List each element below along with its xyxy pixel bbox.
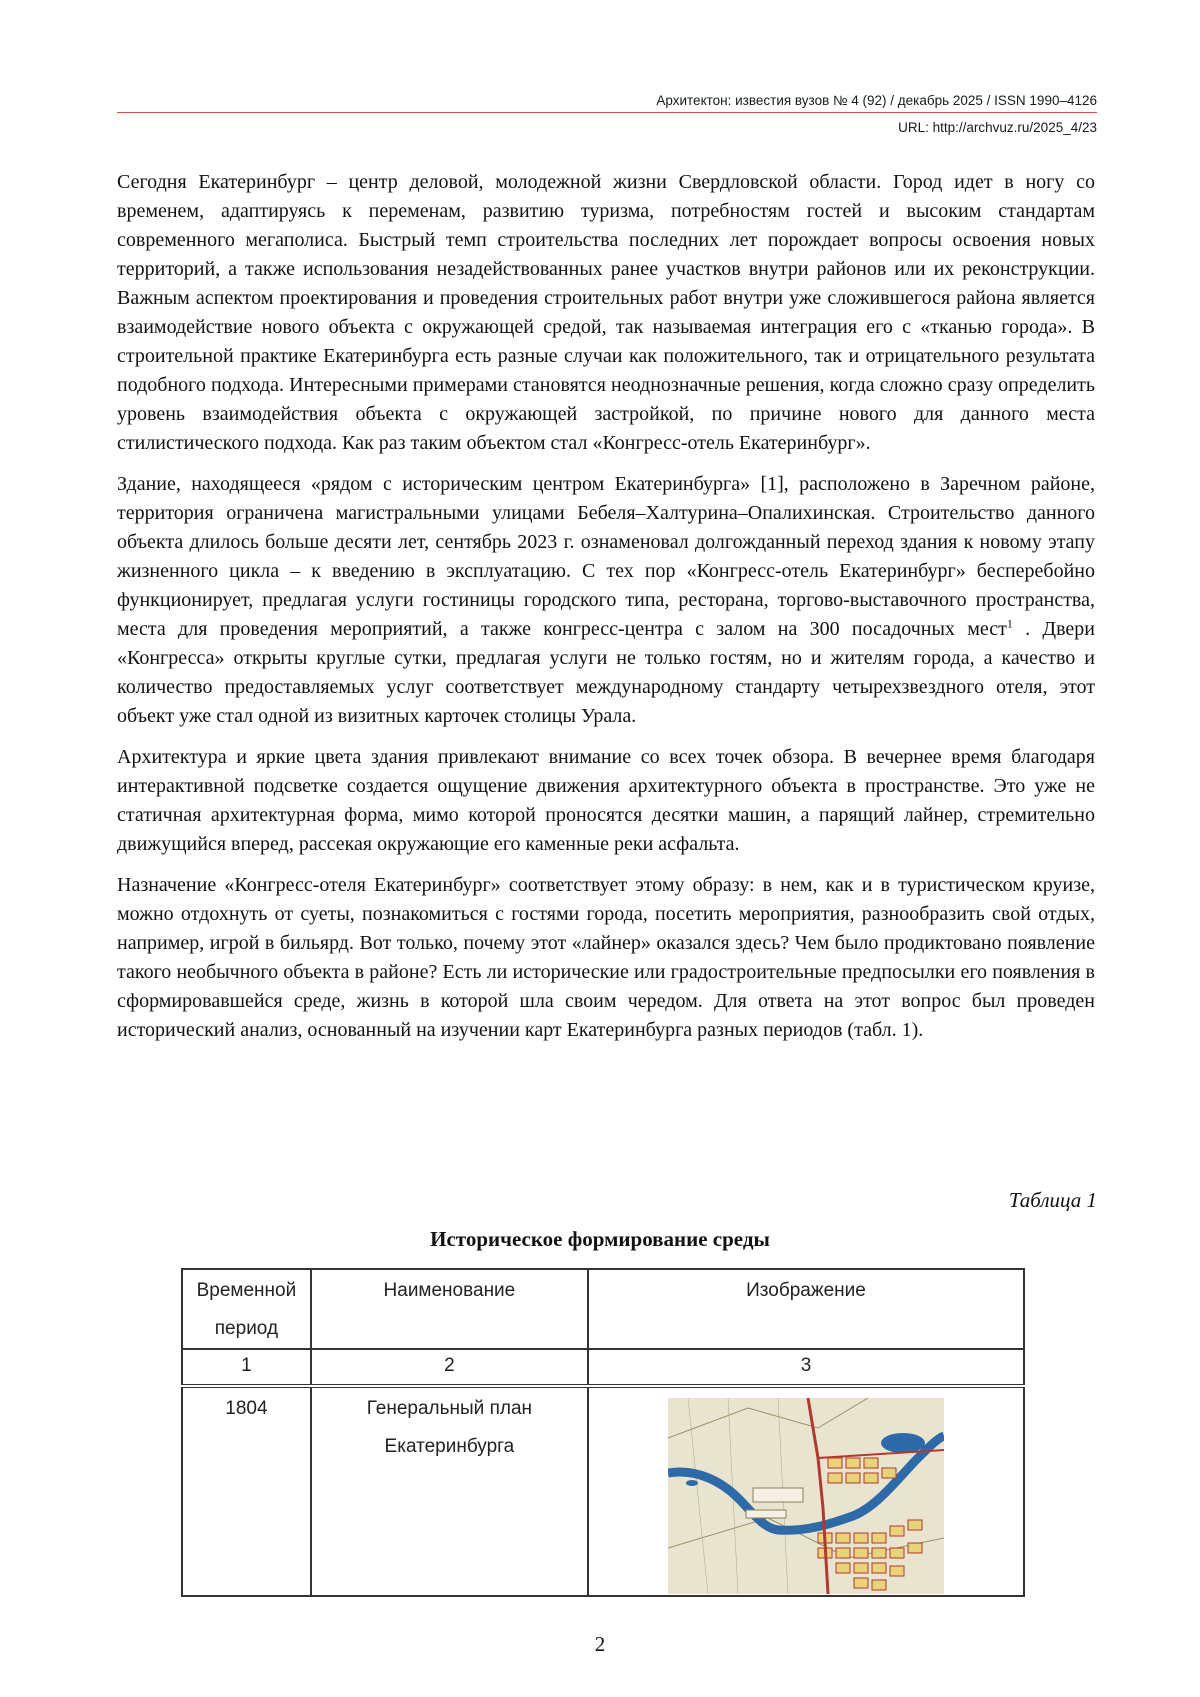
column-number-2: 2 <box>311 1349 588 1386</box>
article-url[interactable]: URL: http://archvuz.ru/2025_4/23 <box>898 120 1097 135</box>
header-image: Изображение <box>588 1269 1024 1349</box>
table-title: Историческое формирование среды <box>430 1227 770 1251</box>
row-name: Генеральный план Екатеринбурга <box>311 1386 588 1596</box>
header-name: Наименование <box>311 1269 588 1349</box>
table-row <box>182 1386 1024 1596</box>
column-number-3: 3 <box>588 1349 1024 1386</box>
column-number-1: 1 <box>182 1349 311 1386</box>
table-number: Таблица 1 <box>1008 1188 1097 1212</box>
map-illustration <box>668 1398 944 1594</box>
footnote-marker[interactable]: 1 <box>1006 616 1013 631</box>
running-header <box>117 93 1097 135</box>
row-period: 1804 <box>182 1386 311 1596</box>
history-table <box>181 1268 1025 1597</box>
paragraph-4: Назначение «Конгресс-отеля Екатеринбург» соответствует этому образу: в нем, как и в туристическом круизе, можно отдохнуть от суеты, познакомиться с гостями города, посетить мероприятия, разнообразить свой отдых, например, игрой в бильярд. Вот только, почему этот «лайнер» оказался здесь? Чем было продиктовано появление такого необычного объекта в районе? Есть ли исторические или градостроительные предпосылки его появления в сформировавшейся среде, жизнь в которой шла своим чередом. Для ответа на этот вопрос был проведен исторический анализ, основанный на изучении карт Екатеринбурга разных периодов (табл. 1). <box>117 874 1095 1041</box>
table-header-row <box>182 1269 1024 1349</box>
paragraph-1: Сегодня Екатеринбург – центр деловой, молодежной жизни Свердловской области. Город идет в ногу со временем, адаптируясь к переменам, развитию туризма, потребностям гостей и высоким стандартам современного мегаполиса. Быстрый темп строительства последних лет порождает вопросы освоения новых территорий, а также использования незадействованных ранее участков внутри районов или их реконструкции. Важным аспектом проектирования и проведения строительных работ внутри уже сложившегося района является взаимодействие нового объекта с окружающей средой, так называемая интеграция его с «тканью города». В строительной практике Екатеринбурга есть разные случаи как положительного, так и отрицательного результата подобного подхода. Интересными примерами становятся неоднозначные решения, когда сложно сразу определить уровень взаимодействия объекта с окружающей застройкой, по причине нового для данного места стилистического подхода. Как раз таким объектом стал «Конгресс-отель Екатеринбург». <box>117 171 1095 454</box>
paragraph-2 <box>117 470 1095 731</box>
paragraph-3: Архитектура и яркие цвета здания привлекают внимание со всех точек обзора. В вечернее время благодаря интерактивной подсветке создается ощущение движения архитектурного объекта в пространстве. Это уже не статичная архитектурная форма, мимо которой проносятся десятки машин, а парящий лайнер, стремительно движущийся вперед, рассекая окружающие его каменные реки асфальта. <box>117 746 1095 855</box>
page-number: 2 <box>594 1632 606 1656</box>
journal-citation: Архитектон: известия вузов № 4 (92) / декабрь 2025 / ISSN 1990–4126 <box>117 93 1097 113</box>
table-number-row <box>182 1349 1024 1386</box>
row-image-cell <box>588 1386 1024 1596</box>
paragraph-2-part-a: Здание, находящееся «рядом с историческим центром Екатеринбурга» [1], расположено в Заречном районе, территория ограничена магистральными улицами Бебеля–Халтурина–Опалихинская. Строительство данного объекта длилось больше десяти лет, сентябрь 2023 г. ознаменовал долгожданный переход здания к новому этапу жизненного цикла – к введению в эксплуатацию. С тех пор «Конгресс-отель Екатеринбург» бесперебойно функционирует, предлагая услуги гостиницы городского типа, ресторана, торгово-выставочного пространства, места для проведения мероприятий, а также конгресс-центра с залом на 300 посадочных мест <box>117 473 1095 640</box>
paragraph-2-part-b: . Двери «Конгресса» открыты круглые сутки, предлагая услуги не только гостям, но и жителям города, а качество и количество предоставляемых услуг соответствует международному стандарту четырехзвездного отеля, этот объект уже стал одной из визитных карточек столицы Урала. <box>117 618 1095 727</box>
article-body <box>117 168 1095 1057</box>
map-1804-image <box>668 1398 944 1594</box>
header-period: Временной период <box>182 1269 311 1349</box>
